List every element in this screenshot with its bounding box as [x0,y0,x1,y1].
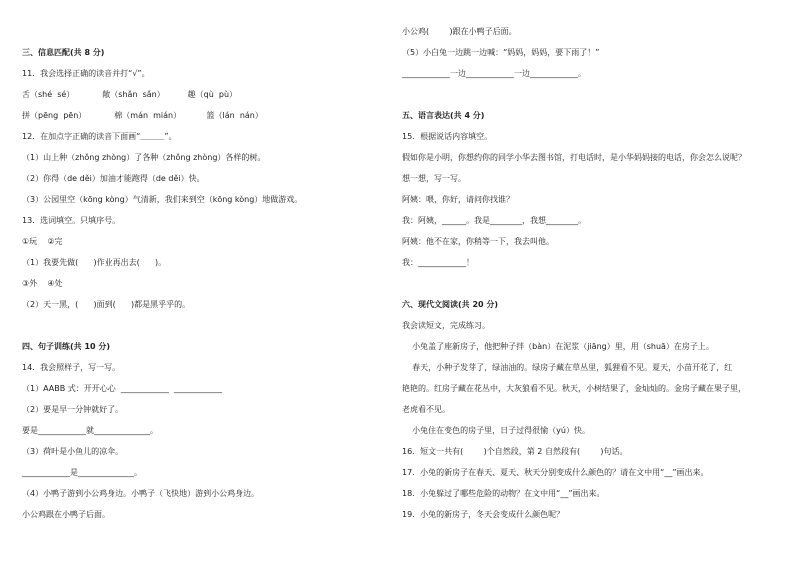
text-line: （4）小鸭子游到小公鸡身边。小鸭子（飞快地）游到小公鸡身边。 [22,489,260,498]
section-heading: 六、现代文阅读(共 20 分) [402,300,499,309]
text-line: 14．我会照样子，写一写。 [22,363,121,372]
text-line: 要是____________就______________。 [22,426,158,435]
text-line: 17．小兔的新房子在春天、夏天、秋天分别变成什么颜色的？请在文中用“__”画出来。 [402,468,709,477]
section-heading: 四、句子训练(共 10 分) [22,342,111,351]
text-line: （2）天一黑，( )面到( )都是黑乎乎的。 [22,300,191,309]
text-line: 我：阿姨，______。我是________，我想________。 [402,216,586,225]
text-line: ①玩 ②完 [22,237,63,246]
text-line: 12．在加点字正确的读音下面画“＿＿＿”。 [22,132,177,141]
text-line: （1）山上种（zhǒng zhòng）了各种（zhǒng zhòng）各样的树。 [22,153,266,162]
text-line: 老虎看不见。 [402,405,450,414]
text-line: 春天，小种子发芽了，绿油油的。绿房子藏在草丛里，狐狸看不见。夏天，小苗开花了，红 [402,363,733,372]
text-line: （1）AABB 式：开开心心 ____________ ____________ [22,384,222,393]
text-line: 18．小兔躲过了哪些危险的动物？在文中用“__”画出来。 [402,489,605,498]
text-line: 小兔盖了座新房子，他把种子拌（bàn）在泥浆（jiāng）里，用（shuā）在房子上。 [402,342,714,351]
text-line: 小公鸡( )跟在小鸭子后面。 [402,27,517,36]
text-line: 15．根据说话内容填空。 [402,132,493,141]
text-line: 想一想，写一写。 [402,174,466,183]
text-line: （5）小白兔一边跳一边喊：“妈妈，妈妈，要下雨了！” [402,48,600,57]
text-line: 11．我会选择正确的读音并打“√”。 [22,69,150,78]
text-line: ____________是______________。 [22,468,142,477]
text-line: 阿姨：他不在家，你稍等一下，我去叫他。 [402,237,554,246]
text-line: 16．短文一共有( )个自然段，第 2 自然段有( )句话。 [402,447,628,456]
text-line: （3）公园里空（kōng kòng）气清新，我们来到空（kōng kòng）地做游戏。 [22,195,303,204]
text-line: 我：____________！ [402,258,474,267]
section-heading: 五、语言表达(共 4 分) [402,111,485,120]
text-line: 19．小兔的新房子，冬天会变成什么颜色呢？ [402,510,565,519]
text-line: ____________一边____________一边____________。 [402,69,586,78]
section-heading: 三、信息匹配(共 8 分) [22,48,105,57]
text-line: 小公鸡跟在小鸭子后面。 [22,510,110,519]
text-line: 舌（shé sé） 敞（shǎn sǎn） 趣（qù pù） [22,90,238,99]
text-line: 拼（pēng pēn） 棉（mán mián） 篮（lán nán） [22,111,263,120]
text-line: （2）要是早一分钟就好了。 [22,405,124,414]
text-line: 13．选词填空。只填序号。 [22,216,121,225]
text-line: （3）荷叶是小鱼儿的凉伞。 [22,447,124,456]
text-line: ③外 ④处 [22,279,63,288]
text-line: （2）你得（de děi）加油才能跑得（de děi）快。 [22,174,205,183]
text-line: 假如你是小明，你想约你的同学小华去图书馆，打电话时，是小华妈妈接的电话，你会怎么说呢？ [402,153,746,162]
text-line: 我会读短文，完成练习。 [402,321,490,330]
text-line: 小兔住在变色的房子里，日子过得很愉（yú）快。 [402,426,590,435]
text-line: 阿姨：喂，你好，请问你找谁？ [402,195,514,204]
text-line: 艳艳的。红房子藏在花丛中，大灰狼看不见。秋天，小树结果了，金灿灿的。金房子藏在果子里， [402,384,746,393]
text-line: （1）我要先做( )作业再出去( )。 [22,258,167,267]
